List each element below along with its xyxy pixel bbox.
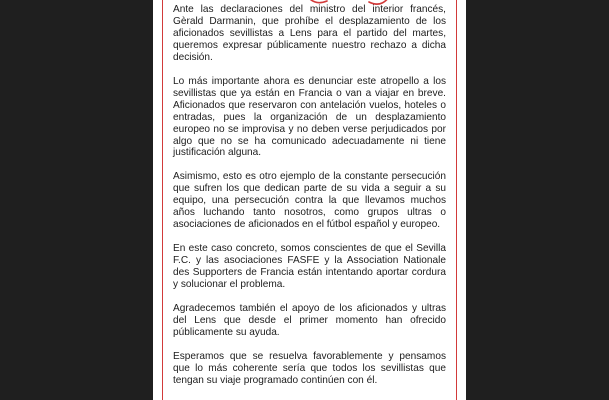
paragraph-5: Agradecemos también el apoyo de los aficionados y ultras del Lens que desde el primer momento han ofrecido públicamente su ayuda. [173, 303, 446, 338]
paragraph-6: Esperamos que se resuelva favorablemente y pensamos que lo más coherente sería que todos los sevillistas que tengan su viaje programado continúen con él. [173, 350, 446, 386]
left-red-border [162, 0, 163, 400]
paragraph-3: Asimismo, esto es otro ejemplo de la constante persecución que sufren los que dedican parte de su vida a seguir a su equipo, una persecución contra la que llevamos muchos años luchando tanto nosotros, como grupos ultras o asociaciones de aficionados en el fútbol español y europeo. [173, 171, 446, 231]
paragraph-2: Lo más importante ahora es denunciar este atropello a los sevillistas que ya están en Francia o van a viajar en breve. Aficionados que reservaron con antelación vuelos, hoteles o entradas, pues la organización de un desplazamiento europeo no se improvisa y no deben verse perjudicados por algo que no se ha comunicado adecuadamente ni tiene justificación alguna. [173, 75, 446, 159]
paragraph-4: En este caso concreto, somos conscientes de que el Sevilla F.C. y las asociaciones FASFE y la Association Nationale des Supporters de Francia están intentando aportar cordura y solucionar el problema. [173, 243, 446, 291]
right-red-border [456, 0, 457, 400]
statement-body [173, 4, 446, 399]
statement-page [153, 0, 466, 400]
paragraph-1: Ante las declaraciones del ministro del interior francés, Gèrald Darmanin, que prohíbe el desplazamiento de los aficionados sevillistas a Lens para el partido del martes, queremos expresar públicamente nuestro rechazo a dicha decisión. [173, 4, 446, 63]
